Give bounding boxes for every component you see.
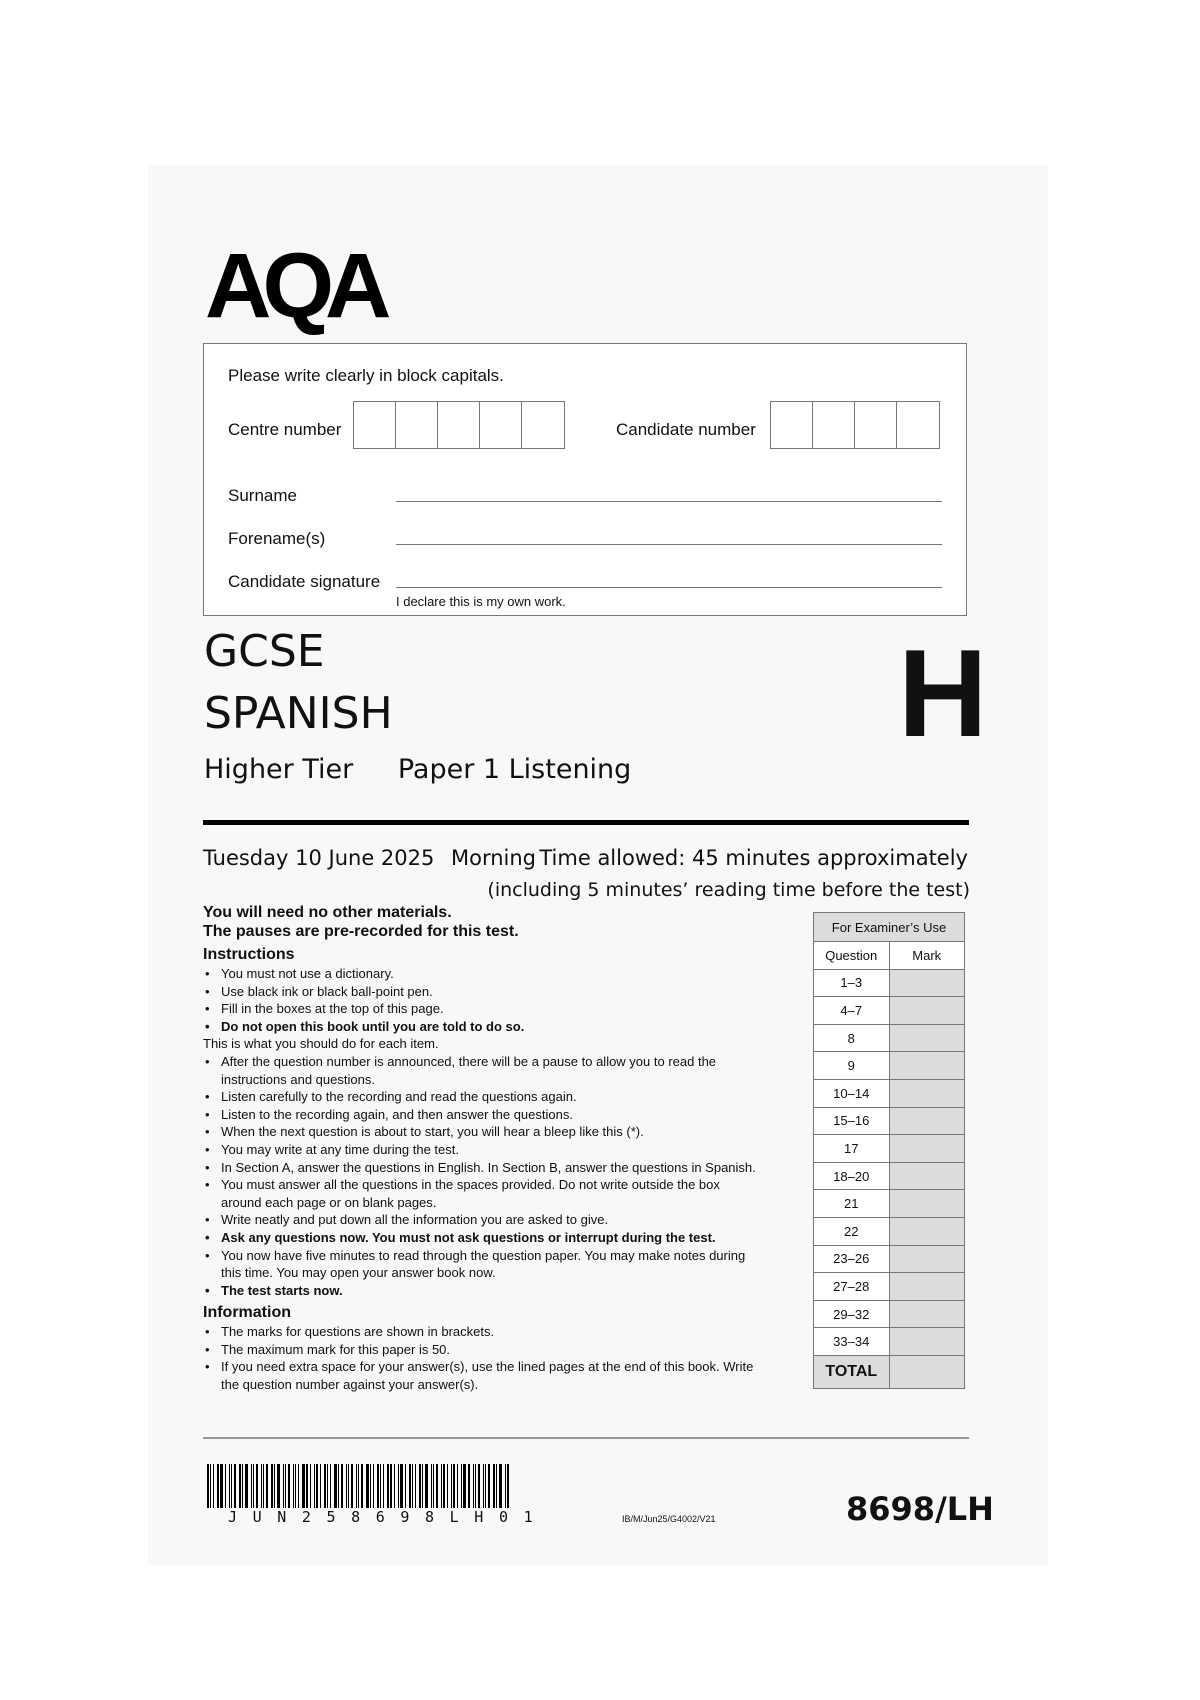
barcode-stripe — [400, 1464, 403, 1508]
question-cell: 15–16 — [814, 1107, 890, 1135]
question-cell: 4–7 — [814, 997, 890, 1025]
barcode-stripe — [447, 1464, 448, 1508]
barcode-stripe — [330, 1464, 331, 1508]
instruction-item: • In Section A, answer the questions in English. In Section B, answer the questions in Spanish. — [203, 1159, 763, 1177]
barcode-stripe — [266, 1464, 268, 1508]
barcode-stripe — [356, 1464, 357, 1508]
barcode-stripe — [473, 1464, 474, 1508]
mark-column-header: Mark — [889, 942, 965, 970]
centre-digit-box[interactable] — [438, 402, 480, 448]
barcode-stripe — [461, 1464, 462, 1508]
instruction-item: • Do not open this book until you are told to do so. — [203, 1018, 763, 1036]
question-cell: 9 — [814, 1052, 890, 1080]
barcode-stripe — [334, 1464, 337, 1508]
table-row — [814, 1328, 965, 1356]
mark-cell[interactable] — [889, 1273, 965, 1301]
paper-code: 8698/LH — [846, 1490, 994, 1528]
barcode-stripe — [225, 1464, 226, 1508]
mark-cell[interactable] — [889, 969, 965, 997]
mark-cell[interactable] — [889, 1328, 965, 1356]
instructions-note: This is what you should do for each item. — [203, 1036, 439, 1052]
table-row — [814, 1355, 965, 1388]
question-cell: 21 — [814, 1190, 890, 1218]
barcode-stripe — [316, 1464, 318, 1508]
barcode-stripe — [483, 1464, 484, 1508]
instruction-item: • After the question number is announced, there will be a pause to allow you to read the instructions and questions. — [203, 1053, 763, 1088]
mark-cell[interactable] — [889, 1135, 965, 1163]
candidate-number-label: Candidate number — [616, 420, 756, 439]
table-row — [814, 1079, 965, 1107]
table-row — [814, 1052, 965, 1080]
mark-cell[interactable] — [889, 1107, 965, 1135]
candidate-digit-box[interactable] — [771, 402, 813, 448]
centre-number-boxes[interactable] — [353, 401, 565, 449]
barcode-stripe — [338, 1464, 339, 1508]
candidate-digit-box[interactable] — [855, 402, 897, 448]
centre-digit-box[interactable] — [522, 402, 564, 448]
question-cell: 10–14 — [814, 1079, 890, 1107]
barcode-stripe — [431, 1464, 432, 1508]
tier-paper-line — [204, 754, 631, 785]
barcode-stripe — [346, 1464, 347, 1508]
barcode-stripe — [478, 1464, 480, 1508]
exam-level: GCSE — [204, 626, 325, 677]
question-cell: 18–20 — [814, 1162, 890, 1190]
instructions-block — [203, 903, 763, 1394]
barcode-stripe — [451, 1464, 452, 1508]
barcode-stripe — [412, 1464, 413, 1508]
tier-letter: H — [898, 625, 988, 763]
barcode-stripe — [425, 1464, 428, 1508]
barcode-stripe — [288, 1464, 290, 1508]
barcode-stripe — [419, 1464, 421, 1508]
total-label: TOTAL — [814, 1355, 890, 1388]
materials-line: You will need no other materials. — [203, 904, 452, 921]
barcode-stripe — [314, 1464, 315, 1508]
barcode-stripe — [505, 1464, 506, 1508]
barcode-stripe — [373, 1464, 374, 1508]
information-item: • If you need extra space for your answer(s), use the lined pages at the end of this book. Write the question number against your answer(s). — [203, 1358, 763, 1393]
barcode-stripe — [468, 1464, 470, 1508]
barcode-stripe — [405, 1464, 406, 1508]
barcode-stripe — [422, 1464, 423, 1508]
surname-field[interactable] — [396, 501, 942, 502]
barcode-stripe — [463, 1464, 466, 1508]
barcode-stripe — [229, 1464, 230, 1508]
centre-digit-box[interactable] — [354, 402, 396, 448]
mark-cell[interactable] — [889, 997, 965, 1025]
barcode-stripe — [507, 1464, 509, 1508]
barcode-stripe — [457, 1464, 458, 1508]
signature-field[interactable] — [396, 587, 942, 588]
candidate-number-boxes[interactable] — [770, 401, 940, 449]
table-row — [814, 1024, 965, 1052]
paper-label: Paper 1 Listening — [397, 754, 632, 785]
table-row — [814, 1107, 965, 1135]
table-row — [814, 1273, 965, 1301]
total-mark-cell[interactable] — [889, 1355, 965, 1388]
barcode-stripe — [485, 1464, 486, 1508]
materials-line: The pauses are pre-recorded for this test. — [203, 923, 519, 940]
exam-subject: SPANISH — [204, 688, 393, 739]
instruction-item: • Ask any questions now. You must not ask questions or interrupt during the test. — [203, 1229, 763, 1247]
barcode-stripe — [390, 1464, 392, 1508]
barcode-stripe — [256, 1464, 258, 1508]
centre-digit-box[interactable] — [480, 402, 522, 448]
barcode-stripe — [361, 1464, 363, 1508]
mark-cell[interactable] — [889, 1245, 965, 1273]
barcode-stripe — [261, 1464, 262, 1508]
barcode-stripe — [298, 1464, 299, 1508]
forename-label: Forename(s) — [228, 529, 326, 548]
aqa-logo: AQA — [205, 235, 383, 337]
table-row — [814, 1135, 965, 1163]
mark-cell[interactable] — [889, 1052, 965, 1080]
barcode-stripe — [253, 1464, 254, 1508]
barcode-text: JUN258698LH01 — [228, 1508, 549, 1526]
barcode-stripe — [245, 1464, 248, 1508]
instruction-item: • Write neatly and put down all the information you are asked to give. — [203, 1211, 763, 1229]
title-divider — [203, 820, 969, 825]
instruction-item: • Fill in the boxes at the top of this page. — [203, 1000, 763, 1018]
barcode-stripe — [263, 1464, 264, 1508]
barcode-stripe — [380, 1464, 381, 1508]
question-cell: 8 — [814, 1024, 890, 1052]
signature-label: Candidate signature — [228, 572, 381, 591]
question-cell: 33–34 — [814, 1328, 890, 1356]
instruction-item: • Listen to the recording again, and then answer the questions. — [203, 1106, 763, 1124]
mark-cell[interactable] — [889, 1079, 965, 1107]
footer-divider — [203, 1437, 969, 1439]
table-row — [814, 1300, 965, 1328]
barcode-stripe — [283, 1464, 284, 1508]
information-item: • The marks for questions are shown in brackets. — [203, 1323, 763, 1341]
declaration-text: I declare this is my own work. — [396, 594, 566, 609]
barcode-stripe — [277, 1464, 280, 1508]
information-item: • The maximum mark for this paper is 50. — [203, 1341, 763, 1359]
barcode-stripe — [387, 1464, 389, 1508]
barcode-stripe — [377, 1464, 379, 1508]
barcode-stripe — [271, 1464, 273, 1508]
centre-digit-box[interactable] — [396, 402, 438, 448]
barcode-stripe — [358, 1464, 359, 1508]
block-capitals-prompt: Please write clearly in block capitals. — [228, 366, 504, 385]
table-row — [814, 1162, 965, 1190]
barcode-stripe — [327, 1464, 328, 1508]
tier-label: Higher Tier — [204, 754, 354, 785]
mark-cell[interactable] — [889, 1217, 965, 1245]
question-cell: 22 — [814, 1217, 890, 1245]
paper-reference: IB/M/Jun25/G4002/V21 — [622, 1514, 716, 1524]
mark-cell[interactable] — [889, 1024, 965, 1052]
exam-session: Morning — [451, 846, 537, 870]
time-note: (including 5 minutes’ reading time before the test) — [487, 879, 970, 901]
barcode-stripe — [341, 1464, 343, 1508]
question-column-header: Question — [814, 942, 890, 970]
barcode-stripe — [242, 1464, 243, 1508]
instruction-item: • You must not use a dictionary. — [203, 965, 763, 983]
instruction-item: • The test starts now. — [203, 1282, 763, 1300]
barcode-stripe — [493, 1464, 495, 1508]
instruction-item: • You now have five minutes to read through the question paper. You may make notes during this time. You may open your answer book now. — [203, 1247, 763, 1282]
instruction-item: • Use black ink or black ball-point pen. — [203, 983, 763, 1001]
question-cell: 1–3 — [814, 969, 890, 997]
examiner-table-title: For Examiner’s Use — [814, 913, 965, 942]
barcode-stripe — [488, 1464, 490, 1508]
information-heading: Information — [203, 1304, 291, 1322]
candidate-details-box — [203, 343, 967, 616]
barcode-stripe — [475, 1464, 476, 1508]
barcode-stripe — [324, 1464, 326, 1508]
barcode-stripe — [251, 1464, 252, 1508]
barcode-stripe — [433, 1464, 434, 1508]
candidate-digit-box[interactable] — [897, 402, 939, 448]
barcode-stripe — [348, 1464, 349, 1508]
centre-number-label: Centre number — [228, 420, 342, 439]
mark-cell[interactable] — [889, 1190, 965, 1218]
table-row — [814, 1190, 965, 1218]
barcode-stripe — [239, 1464, 241, 1508]
barcode — [207, 1464, 517, 1508]
surname-label: Surname — [228, 486, 297, 505]
table-row — [814, 1217, 965, 1245]
barcode-stripe — [274, 1464, 275, 1508]
time-allowed: Time allowed: 45 minutes approximately — [539, 846, 968, 870]
barcode-stripe — [285, 1464, 286, 1508]
barcode-stripe — [415, 1464, 416, 1508]
instruction-item: • You may write at any time during the test. — [203, 1141, 763, 1159]
barcode-stripe — [409, 1464, 411, 1508]
barcode-stripe — [436, 1464, 438, 1508]
barcode-stripe — [383, 1464, 384, 1508]
instruction-item: • Listen carefully to the recording and read the questions again. — [203, 1088, 763, 1106]
table-row — [814, 997, 965, 1025]
mark-cell[interactable] — [889, 1300, 965, 1328]
barcode-stripe — [231, 1464, 232, 1508]
instruction-item: • You must answer all the questions in the spaces provided. Do not write outside the box around each page or on blank pages. — [203, 1176, 763, 1211]
question-cell: 23–26 — [814, 1245, 890, 1273]
barcode-stripe — [210, 1464, 211, 1508]
barcode-stripe — [370, 1464, 371, 1508]
barcode-stripe — [293, 1464, 294, 1508]
instruction-item: • When the next question is about to start, you will hear a bleep like this (*). — [203, 1123, 763, 1141]
barcode-stripe — [295, 1464, 296, 1508]
barcode-stripe — [207, 1464, 209, 1508]
barcode-stripe — [499, 1464, 502, 1508]
question-cell: 27–28 — [814, 1273, 890, 1301]
barcode-stripe — [398, 1464, 399, 1508]
barcode-stripe — [443, 1464, 445, 1508]
barcode-stripe — [320, 1464, 321, 1508]
question-cell: 29–32 — [814, 1300, 890, 1328]
barcode-stripe — [213, 1464, 214, 1508]
table-row — [814, 969, 965, 997]
exam-date: Tuesday 10 June 2025 — [203, 846, 435, 870]
barcode-stripe — [234, 1464, 236, 1508]
barcode-stripe — [394, 1464, 395, 1508]
barcode-stripe — [310, 1464, 311, 1508]
barcode-stripe — [306, 1464, 308, 1508]
barcode-stripe — [453, 1464, 455, 1508]
candidate-digit-box[interactable] — [813, 402, 855, 448]
barcode-stripe — [351, 1464, 353, 1508]
barcode-stripe — [366, 1464, 369, 1508]
barcode-stripe — [217, 1464, 219, 1508]
barcode-stripe — [302, 1464, 305, 1508]
table-row — [814, 1245, 965, 1273]
barcode-stripe — [220, 1464, 223, 1508]
barcode-stripe — [496, 1464, 497, 1508]
mark-cell[interactable] — [889, 1162, 965, 1190]
instructions-heading: Instructions — [203, 946, 295, 963]
forename-field[interactable] — [396, 544, 942, 545]
barcode-stripe — [441, 1464, 442, 1508]
examiner-use-table — [813, 912, 965, 1389]
question-cell: 17 — [814, 1135, 890, 1163]
